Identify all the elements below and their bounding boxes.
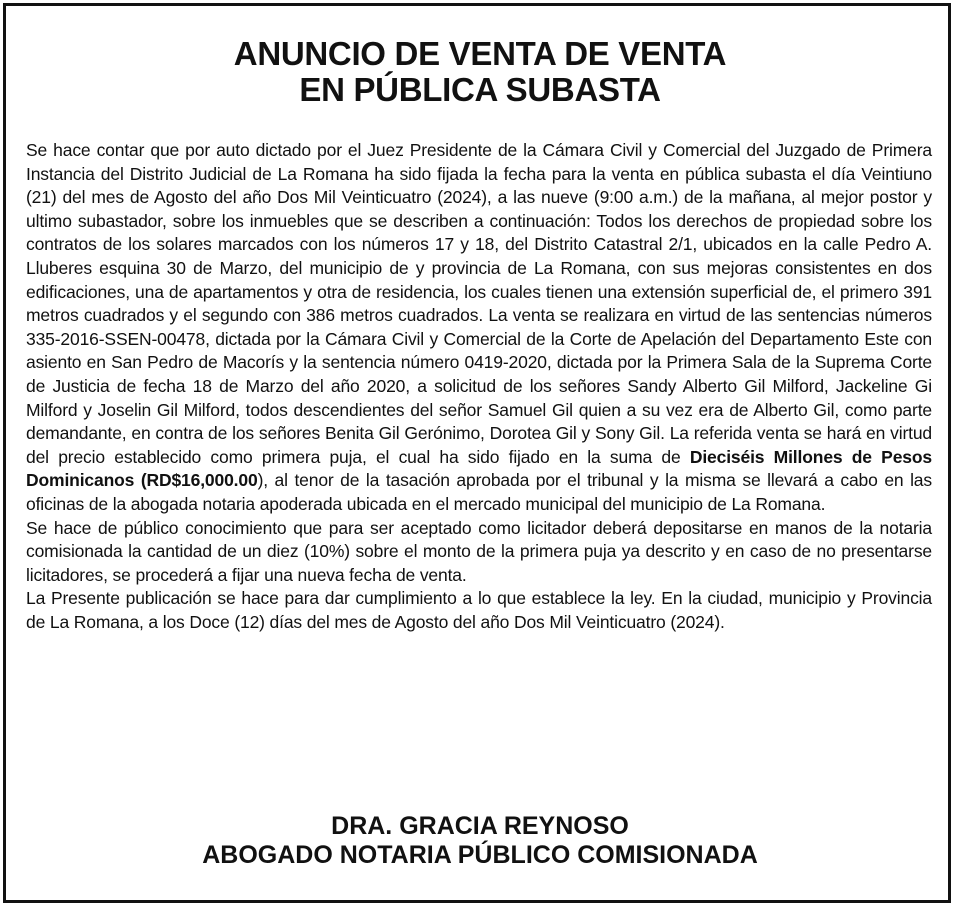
signer-name: DRA. GRACIA REYNOSO — [331, 812, 629, 840]
notice-title — [6, 36, 954, 108]
paragraph-bidder-deposit: Se hace de público conocimiento que para ser aceptado como licitador deberá depositarse en manos de la notaria comisionada la cantidad de un diez (10%) sobre el monto de la primera puja ya descrito y en caso de no presentarse licitadores, se procederá a fijar una nueva fecha de venta. — [26, 517, 932, 585]
paragraph-1-continuation: ), al tenor de la tasación aprobada por el tribunal y la misma se llevará a cabo en las oficinas de la abogada notaria apoderada ubicada en el mercado municipal del municipio de La Romana. — [26, 470, 932, 514]
signature-block — [6, 812, 954, 870]
title-line-2: EN PÚBLICA SUBASTA — [299, 71, 661, 108]
notice-body — [26, 139, 932, 634]
title-line-1: ANUNCIO DE VENTA DE VENTA — [233, 35, 727, 72]
paragraph-1-text: Se hace contar que por auto dictado por el Juez Presidente de la Cámara Civil y Comercial del Juzgado de Primera Instancia del Distrito Judicial de La Romana ha sido fijada la fecha para la venta en pública subasta el día Veintiuno (21) del mes de Agosto del año Dos Mil Veinticuatro (2024), a las nueve (9:00 a.m.) de la mañana, al mejor postor y ultimo subastador, sobre los inmuebles que se describen a continuación: Todos los derechos de propiedad sobre los contratos de los solares marcados con los números 17 y 18, del Distrito Catastral 2/1, ubicados en la calle Pedro A. Lluberes esquina 30 de Marzo, del municipio de y provincia de La Romana, con sus mejoras consistentes en dos edificaciones, una de apartamentos y otra de residencia, los cuales tienen una extensión superficial de, el primero 391 metros cuadrados y el segundo con 386 metros cuadrados. La venta se realizara en virtud de las sentencias números 335-2016-SSEN-00478, dictada por la Cámara Civil y Comercial de la Corte de Apelación del Departamento Este con asiento en San Pedro de Macorís y la sentencia número 0419-2020, dictada por la Primera Sala de la Suprema Corte de Justicia de fecha 18 de Marzo del año 2020, a solicitud de los señores Sandy Alberto Gil Milford, Jackeline Gi Milford y Joselin Gil Milford, todos descendientes del señor Samuel Gil quien a su vez era de Alberto Gil, como parte demandante, en contra de los señores Benita Gil Gerónimo, Dorotea Gil y Sony Gil. La referida venta se hará en virtud del precio establecido como primera puja, el cual ha sido fijado en la suma de — [26, 140, 932, 467]
notice-border — [3, 3, 951, 903]
paragraph-sale-details — [26, 139, 932, 517]
paragraph-publication: La Presente publicación se hace para dar cumplimiento a lo que establece la ley. En la ciudad, municipio y Provincia de La Romana, a los Doce (12) días del mes de Agosto del año Dos Mil Veinticuatro (2024). — [26, 588, 932, 632]
price-amount: Dieciséis Millones de Pesos Dominicanos (RD$16,000.00 — [26, 446, 932, 491]
signer-title: ABOGADO NOTARIA PÚBLICO COMISIONADA — [202, 841, 758, 869]
